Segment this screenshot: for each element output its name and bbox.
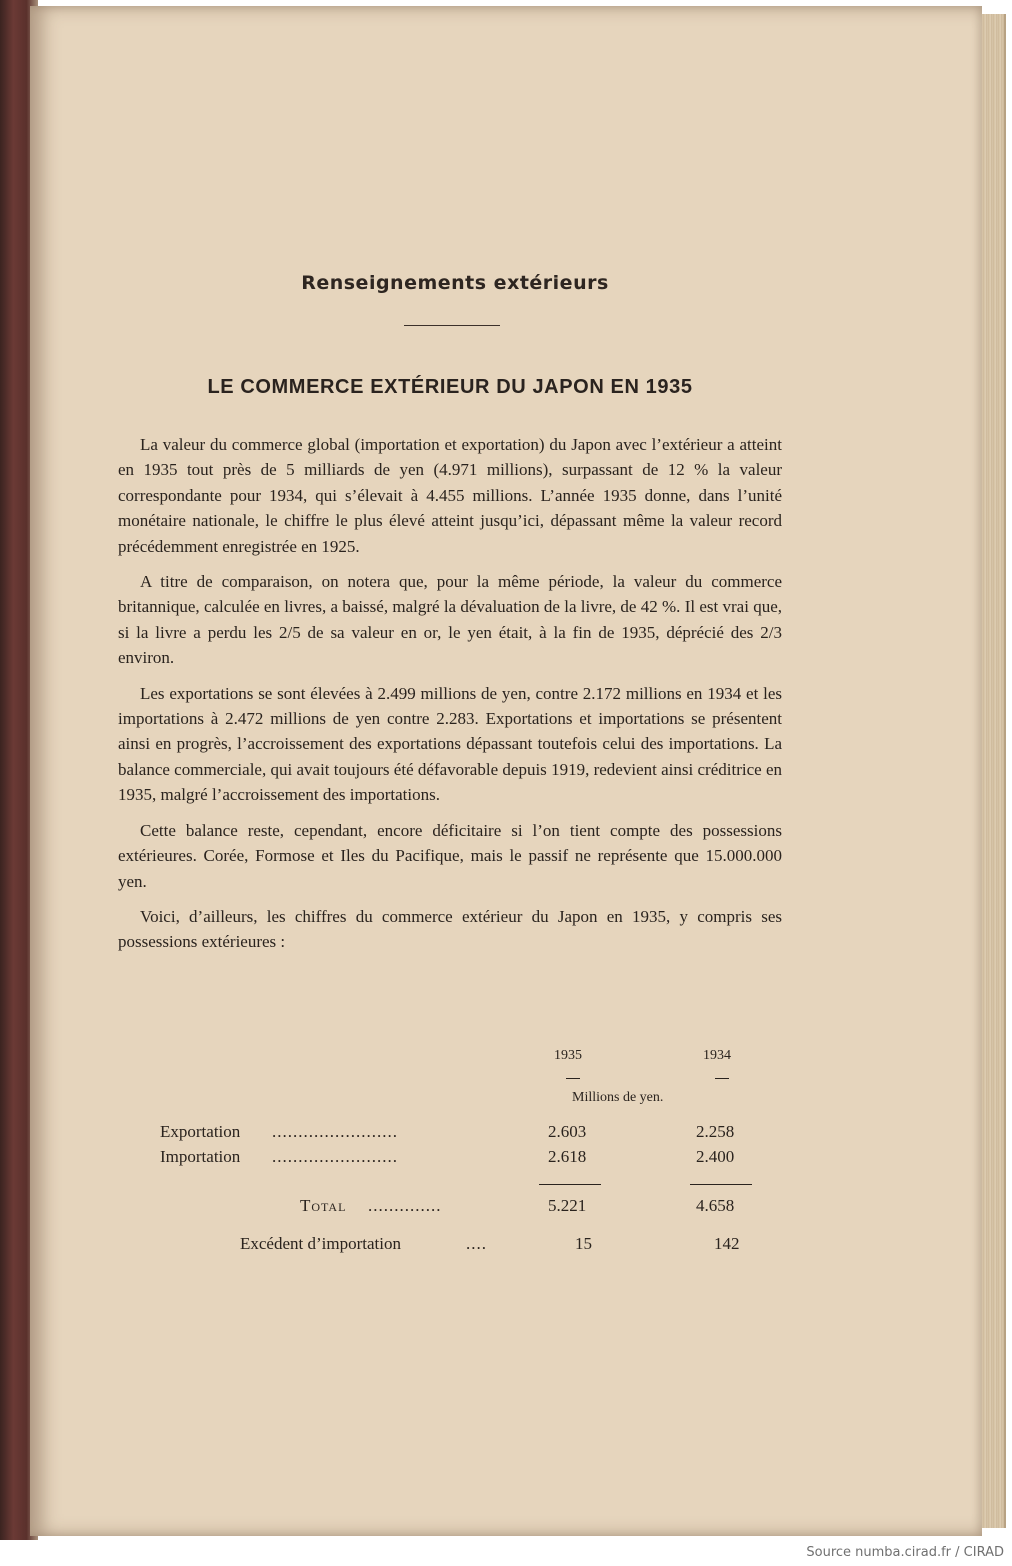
article-title: LE COMMERCE EXTÉRIEUR DU JAPON EN 1935 bbox=[207, 376, 693, 398]
source-footer: Source numba.cirad.fr / CIRAD bbox=[806, 1545, 1004, 1560]
row-label-excedent: Excédent d’importation bbox=[240, 1234, 401, 1253]
section-heading: Renseignements extérieurs bbox=[301, 272, 609, 294]
paragraph: La valeur du commerce global (importation et exportation) du Japon avec l’extérieur a atteint en 1935 tout près de 5 milliards de yen (4.971 millions), surpassant de 12 % la valeur correspondante pour 1934, qui s’élevait à 4.455 millions. L’année 1935 donne, dans l’unité monétaire nationale, le chiffre le plus élevé atteint jusqu’ici, dépassant même la valeur record précédemment enregistrée en 1925. bbox=[118, 435, 782, 556]
unit-label: Millions de yen. bbox=[572, 1090, 664, 1105]
heading-divider bbox=[404, 325, 500, 326]
paragraph: Voici, d’ailleurs, les chiffres du commerce extérieur du Japon en 1935, y compris ses possessions extérieures : bbox=[118, 906, 782, 952]
paragraph: Cette balance reste, cependant, encore déficitaire si l’on tient compte des possessions extérieures. Corée, Formose et Iles du Pacifique, mais le passif ne représente que 15.000.000 yen. bbox=[118, 820, 782, 891]
row-label-importation: Importation bbox=[160, 1147, 241, 1166]
row-label-exportation: Exportation bbox=[160, 1122, 241, 1141]
row-leader-dots: .... bbox=[466, 1234, 487, 1253]
article-body bbox=[118, 432, 782, 965]
column-header-1935: 1935 bbox=[554, 1048, 582, 1063]
row-leader-dots: .............. bbox=[368, 1196, 442, 1215]
row-leader-dots: ........................ bbox=[272, 1147, 398, 1166]
value-excedent-1935: 15 bbox=[575, 1234, 592, 1253]
value-importation-1934: 2.400 bbox=[696, 1147, 735, 1166]
column-header-1934: 1934 bbox=[703, 1048, 731, 1063]
value-exportation-1934: 2.258 bbox=[696, 1122, 735, 1141]
row-leader-dots: ........................ bbox=[272, 1122, 398, 1141]
row-label-total: Total bbox=[300, 1196, 347, 1215]
value-total-1935: 5.221 bbox=[548, 1196, 587, 1215]
value-excedent-1934: 142 bbox=[714, 1234, 740, 1253]
value-total-1934: 4.658 bbox=[696, 1196, 735, 1215]
paragraph: A titre de comparaison, on notera que, pour la même période, la valeur du commerce britannique, calculée en livres, a baissé, malgré la dévaluation de la livre, de 42 %. Il est vrai que, si la livre a perdu les 2/5 de sa valeur en or, le yen était, à la fin de 1935, déprécié des 2/3 environ. bbox=[118, 572, 782, 668]
value-importation-1935: 2.618 bbox=[548, 1147, 587, 1166]
value-exportation-1935: 2.603 bbox=[548, 1122, 587, 1141]
paragraph: Les exportations se sont élevées à 2.499 millions de yen, contre 2.172 millions en 1934 et les importations à 2.472 millions de yen contre 2.283. Exportations et importations se présentent ainsi en progrès, l’accroissement des exportations dépassant toutefois celui des importations. La balance commerciale, qui avait toujours été défavorable depuis 1919, redevient ainsi créditrice en 1935, malgré l’accroissement des importations. bbox=[118, 683, 782, 805]
page-stack-edge bbox=[982, 14, 1006, 1528]
